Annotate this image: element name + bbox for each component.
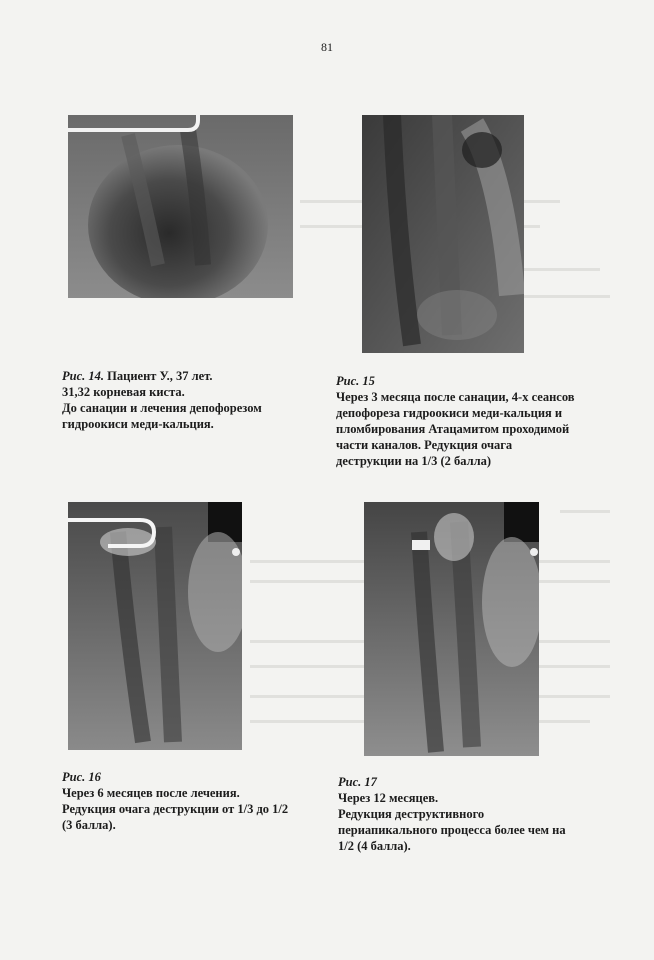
caption-title (338, 774, 566, 790)
figure-label: Рис. 14. (62, 369, 105, 383)
caption-line: Редукция очага деструкции от 1/3 до 1/2 (62, 802, 289, 816)
caption-line: гидроокиси меди-кальция. (62, 417, 214, 431)
caption-title-text: Пациент У., 37 лет. (104, 369, 213, 383)
figure-caption-fig17 (338, 774, 566, 854)
figure-caption-fig16 (62, 769, 288, 833)
caption-line: части каналов. Редукция очага (336, 438, 513, 452)
xray-image-fig15 (362, 115, 524, 353)
caption-title (62, 368, 262, 384)
bleed-through-line (520, 268, 600, 271)
xray-image-fig16 (68, 502, 242, 750)
caption-line: 31,32 корневая киста. (62, 385, 185, 399)
caption-line: Редукция деструктивного (338, 807, 485, 821)
caption-title (336, 373, 575, 389)
bleed-through-line (520, 295, 610, 298)
caption-line: Через 3 месяца после санации, 4-х сеансов (336, 390, 575, 404)
figure-caption-fig14 (62, 368, 262, 432)
figure-label: Рис. 15 (336, 374, 375, 388)
bleed-through-line (560, 510, 610, 513)
caption-line: Через 12 месяцев. (338, 791, 439, 805)
figure-caption-fig15 (336, 373, 575, 469)
caption-line: До санации и лечения депофорезом (62, 401, 262, 415)
xray-image-fig14 (68, 115, 293, 298)
caption-line: пломбирования Атацамитом проходимой (336, 422, 570, 436)
caption-line: Через 6 месяцев после лечения. (62, 786, 240, 800)
xray-image-fig17 (364, 502, 539, 756)
caption-line: (3 балла). (62, 818, 116, 832)
caption-line: деструкции на 1/3 (2 балла) (336, 454, 492, 468)
caption-title (62, 769, 288, 785)
page-number: 81 (321, 40, 333, 54)
caption-line: периапикального процесса более чем на (338, 823, 566, 837)
figure-label: Рис. 16 (62, 770, 101, 784)
caption-line: депофореза гидроокиси меди-кальция и (336, 406, 563, 420)
caption-line: 1/2 (4 балла). (338, 839, 411, 853)
figure-label: Рис. 17 (338, 775, 377, 789)
